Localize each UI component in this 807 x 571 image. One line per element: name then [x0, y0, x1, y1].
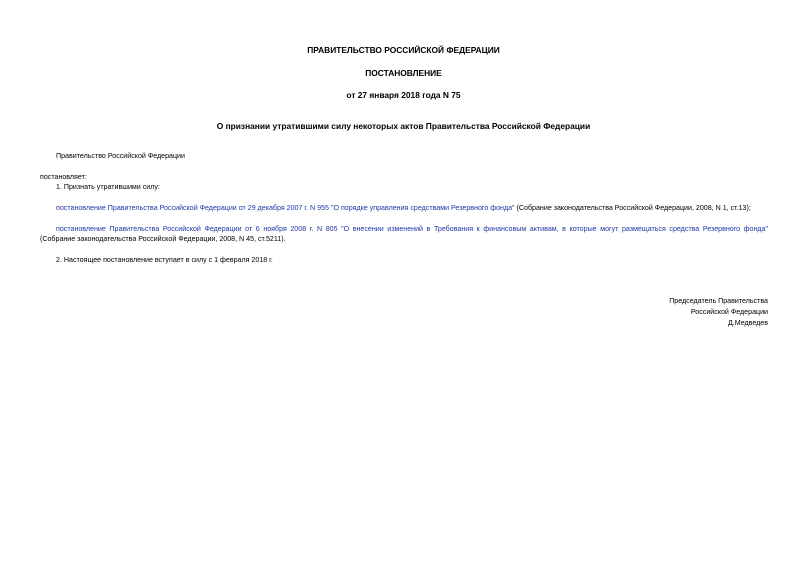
act-2-source: (Собрание законодательства Российской Федерации, 2008, N 45, ст.5211). — [40, 235, 286, 243]
date-number-heading: от 27 января 2018 года N 75 — [346, 90, 461, 100]
intro-paragraph: Правительство Российской Федерации — [56, 152, 185, 160]
item-2-paragraph: 2. Настоящее постановление вступает в силу с 1 февраля 2018 г. — [56, 256, 273, 264]
act-1-source: (Собрание законодательства Российской Федерации, 2008, N 1, ст.13); — [514, 204, 751, 212]
act-1-paragraph — [56, 204, 751, 214]
act-2-link[interactable]: постановление Правительства Российской Федерации от 6 ноября 2008 г. N 805 "О внесении изменений в Требования к финансовым активам, в которые могут размещаться средства Резервного фонда" — [56, 225, 768, 233]
signature-position-line-2: Российской Федерации — [690, 308, 768, 316]
resolves-paragraph: постановляет: — [40, 173, 87, 181]
signature-name: Д.Медведев — [727, 319, 768, 327]
signature-position-line-1: Председатель Правительства — [669, 297, 768, 305]
item-1-paragraph: 1. Признать утратившими силу: — [56, 183, 160, 191]
act-2-paragraph-line-1 — [56, 225, 768, 235]
document-title: О признании утратившими силу некоторых актов Правительства Российской Федерации — [216, 121, 591, 131]
government-heading: ПРАВИТЕЛЬСТВО РОССИЙСКОЙ ФЕДЕРАЦИИ — [307, 45, 500, 55]
act-1-link[interactable]: постановление Правительства Российской Федерации от 29 декабря 2007 г. N 955 "О порядке управления средствами Резервного фонда" — [56, 204, 515, 212]
document-type-heading: ПОСТАНОВЛЕНИЕ — [365, 68, 442, 78]
